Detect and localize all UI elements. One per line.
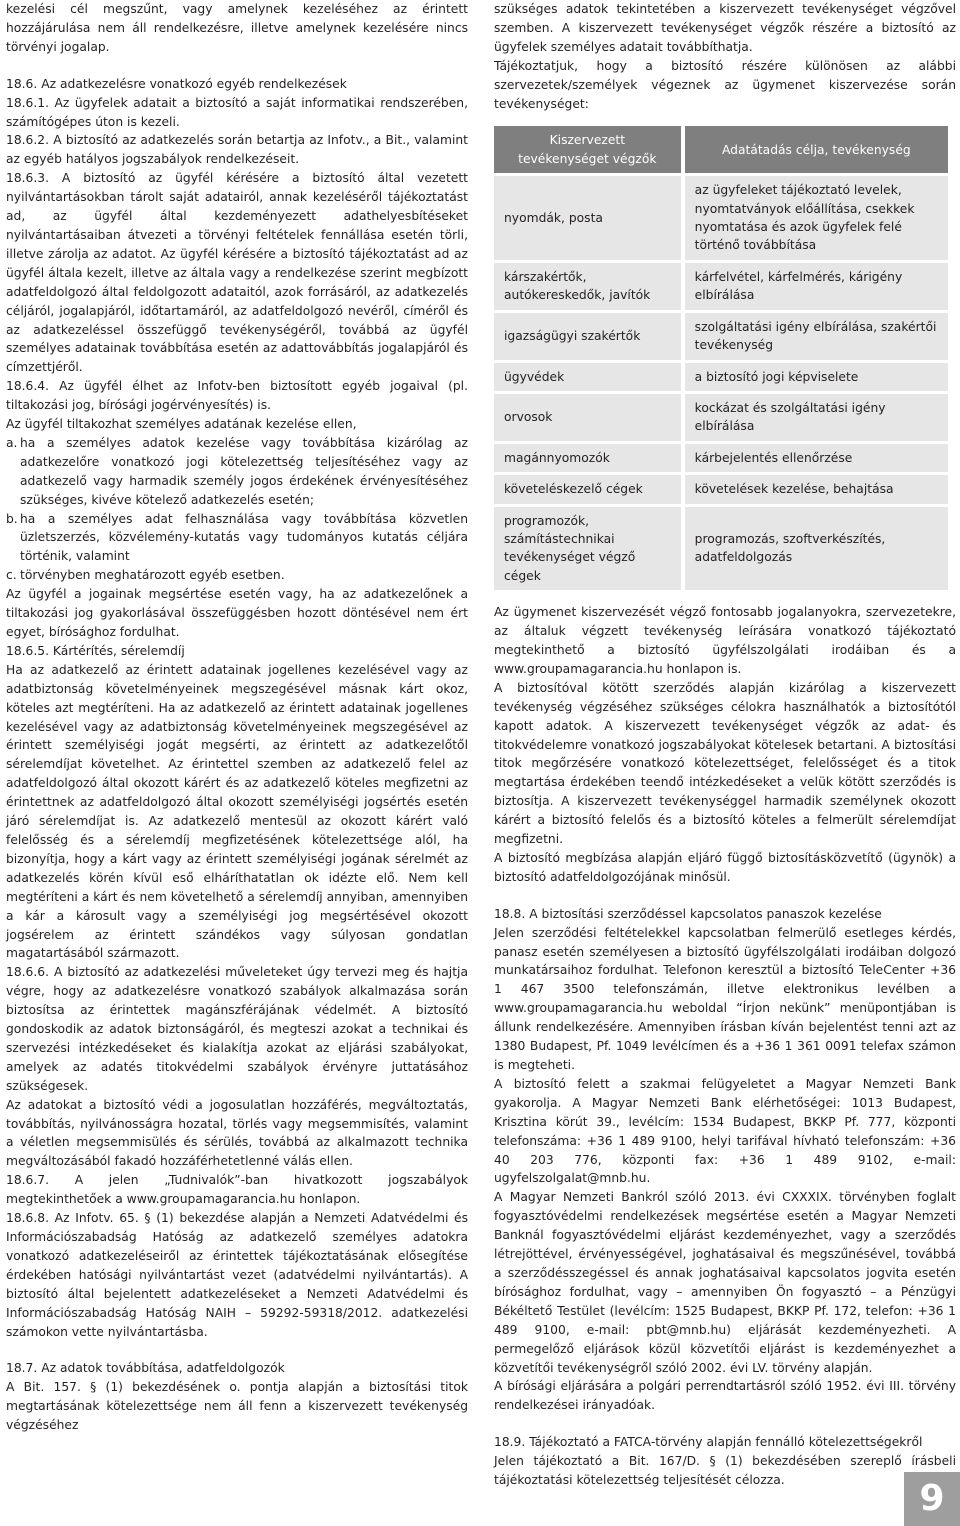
paragraph: Az ügyfél tiltakozhat személyes adatának kezelése ellen, bbox=[6, 417, 357, 432]
paragraph: Ha az adatkezelő az érintett adatainak jogellenes kezelésével vagy az adatbiztonság követelményeinek megszegésével másnak kárt okoz, köteles azt megtéríteni. Ha az adatkezelő az érintett adatainak jogellenes kezelésével vagy az adatbiztonság követelményeinek megszegésével az érintett személyiségi jogát megsérti, az érintett az adatkezelőtől sérelemdíjat követelhet. Az érintettel szemben az adatkezelő felel az adatfeldolgozó által okozott kárért és az adatkezelő köteles megfizetni az érintettnek az adatfeldolgozó által okozott személyiségi jogsértés esetén járó sérelemdíjat is. Az adatkezelő mentesül az okozott kárért való felelősség és a sérelemdíj megfizetésének kötelezettsége alól, ha bizonyítja, hogy a kárt vagy az érintett személyiségi jogának sérelmét az adatkezelés körén kívül eső elháríthatatlan ok idézte elő. Nem kell megtéríteni a kárt és nem követelhető a sérelemdíj annyiban, amennyiben a kár a károsult vagy a személyiségi jog megsértésével okozott jogsérelem az érintett szándékos vagy súlyosan gondatlan magatartásából származott. bbox=[6, 662, 468, 961]
table-cell: kárbejelentés ellenőrzése bbox=[685, 444, 948, 472]
list-marker: c. bbox=[6, 568, 17, 583]
table-row bbox=[494, 176, 948, 260]
table-cell: kockázat és szolgáltatási igény elbírálása bbox=[685, 394, 948, 441]
paragraph: A biztosító felett a szakmai felügyeletet a Magyar Nemzeti Bank gyakorolja. A Magyar Nemzeti Bank elérhetőségei: 1013 Budapest, Krisztina körút 39., levélcím: 1534 Budapest, BKKP Pf. 777, központi telefonszáma: +36 1 489 9100, helyi tarifával hívható telefonszám: +36 40 203 776, központi fax: +36 1 489 9102, e-mail: ugyfelszolgalat@mnb.hu. bbox=[494, 1076, 956, 1186]
paragraph: 18.6.3. A biztosító az ügyfél kérésére a biztosító által vezetett nyilvántartásokban tárolt saját adatairól, annak kezeléséről tájékoztatást ad, az ügyfél által kezdeményezett adathelyesbítéseket nyilvántartásaiban átvezeti a törvényi feltételek fennállása esetén törli, illetve zárolja az adatot. Az ügyfél kérésére a biztosító tájékoztatást ad az ügyfél általa kezelt, illetve az általa vagy a rendelkezése szerint megbízott adatfeldolgozó által feldolgozott adataitól, azok forrásáról, az adatkezelés céljáról, jogalapjáról, időtartamáról, az adatfeldolgozó nevéről, címéről és az adatkezeléssel összefüggő tevékenységéről, továbbá az ügyfél személyes adatainak továbbítása esetén az adattovábbítás jogalapjáról és címzettjéről. bbox=[6, 171, 468, 375]
table-cell: orvosok bbox=[494, 394, 681, 441]
outsourcing-table bbox=[490, 123, 952, 593]
table-cell: programozás, szoftverkészítés, adatfeldolgozás bbox=[685, 507, 948, 591]
paragraph: kezelési cél megszűnt, vagy amelynek kezeléséhez az érintett hozzájárulása nem áll rendelkezésre, illetve amelynek kezelésére nincs törvényi jogalap. bbox=[6, 2, 468, 54]
paragraph: 18.6.6. A biztosító az adatkezelési műveleteket úgy tervezi meg és hajtja végre, hogy az adatkezelésre vonatkozó szabályok alkalmazása során biztosítsa az érintettek magánszférájának védelmét. A biztosító gondoskodik az adatok biztonságáról, és megteszi azokat a technikai és szervezési intézkedéseket és kialakítja azokat az eljárási szabályokat, amelyek az adatés titokvédelmi szabályok érvényre juttatásához szükségesek. bbox=[6, 965, 468, 1093]
table-cell: magánnyomozók bbox=[494, 444, 681, 472]
table-cell: az ügyfeleket tájékoztató levelek, nyomtatványok előállítása, csekkek nyomtatása és azok ügyfelek felé történő továbbítása bbox=[685, 176, 948, 260]
column-header: Kiszervezett tevékenységet végzők bbox=[494, 126, 681, 173]
section-heading: 18.6. Az adatkezelésre vonatkozó egyéb rendelkezések bbox=[6, 76, 347, 91]
table-cell: szolgáltatási igény elbírálása, szakértői tevékenység bbox=[685, 313, 948, 360]
section-heading: 18.8. A biztosítási szerződéssel kapcsolatos panaszok kezelése bbox=[494, 906, 882, 921]
list-item bbox=[6, 566, 468, 585]
paragraph: A Magyar Nemzeti Bankról szóló 2013. évi CXXXIX. törvényben foglalt fogyasztóvédelmi rendelkezések megsértése esetén a Magyar Nemzeti Banknál fogyasztóvédelmi eljárást kezdeményezhet, vagy a szerződés létrejöttével, érvényességével, joghatásaival és megszűnésével, továbbá a szerződésszegéssel és annak joghatásaival kapcsolatos jogvita esetén bírósághoz fordulhat, vagy – amennyiben Ön fogyasztó – a Pénzügyi Békéltető Testület (levélcím: 1525 Budapest, BKKP Pf. 172, telefon: +36 1 489 9100, e-mail: pbt@mnb.hu) eljárását kezdeményezheti. A permegelőző eljárások közül közvetítői eljárást is kezdeményezhet a közvetítői tevékenységről szóló 2002. évi LV. törvény alapján. bbox=[494, 1190, 956, 1375]
list-item bbox=[6, 510, 468, 567]
table-cell: követeléskezelő cégek bbox=[494, 475, 681, 503]
paragraph: Jelen szerződési feltételekkel kapcsolatban felmerülő esetleges kérdés, panasz esetén személyesen a biztosító ügyfélszolgálati irodáiban dolgozó munkatársaihoz fordulhat. Telefonon keresztül a biztosító TeleCenter +36 1 467 3500 telefonszámán, illetve elektronikus levélben a www.groupamagarancia.hu weboldal “Írjon nekünk” menüpontjában is állunk rendelkezésére. Amennyiben írásban kíván bejelentést tenni azt az 1380 Budapest, Pf. 1049 levélcímen és a +36 1 361 0091 telefax számon is megteheti. bbox=[494, 925, 956, 1072]
list-item bbox=[6, 434, 468, 510]
table-row bbox=[494, 475, 948, 503]
paragraph: 18.6.1. Az ügyfelek adatait a biztosító a saját informatikai rendszerében, számítógépes úton is kezeli. bbox=[6, 95, 468, 129]
paragraph: A Bit. 157. § (1) bekezdésének o. pontja alapján a biztosítási titok megtartásának kötelezettsége nem áll fenn a kiszervezett tevékenység végzéséhez bbox=[6, 1380, 468, 1433]
table-cell: nyomdák, posta bbox=[494, 176, 681, 260]
table-row bbox=[494, 263, 948, 310]
paragraph: 18.6.2. A biztosító az adatkezelés során betartja az Infotv., a Bit., valamint az egyéb hatályos jogszabályok rendelkezéseit. bbox=[6, 133, 468, 167]
table-cell: kárszakértők, autókereskedők, javítók bbox=[494, 263, 681, 310]
paragraph: Az ügyfél a jogainak megsértése esetén vagy, ha az adatkezelőnek a tiltakozási jog gyakorlásával összefüggésben hozott döntésével nem ért egyet, bírósághoz fordulhat. bbox=[6, 587, 468, 639]
column-header: Adatátadás célja, tevékenység bbox=[685, 126, 948, 173]
paragraph: Jelen tájékoztató a Bit. 167/D. § (1) bekezdésében szereplő írásbeli tájékoztatási kötelezettség teljesítését célozza. bbox=[494, 1454, 956, 1488]
table-header-row bbox=[494, 126, 948, 173]
table-cell: programozók, számítástechnikai tevékenységet végző cégek bbox=[494, 507, 681, 591]
table-row bbox=[494, 444, 948, 472]
right-column bbox=[494, 0, 956, 1490]
left-column bbox=[6, 0, 468, 1435]
section-heading: 18.6.5. Kártérítés, sérelemdíj bbox=[6, 643, 185, 658]
paragraph: Az ügymenet kiszervezését végző fontosabb jogalanyokra, szervezetekre, az általuk végzett tevékenység leírására vonatkozó tájékoztató megtekinthető a biztosító ügyfélszolgálati irodáiban és a www.groupamagarancia.hu honlapon is. bbox=[494, 605, 956, 676]
list-marker: b. bbox=[6, 511, 18, 526]
paragraph: A bírósági eljárására a polgári perrendtartásról szóló 1952. évi III. törvény rendelkezései irányadóak. bbox=[494, 1379, 956, 1413]
table-row bbox=[494, 313, 948, 360]
table-cell: kárfelvétel, kárfelmérés, kárigény elbírálása bbox=[685, 263, 948, 310]
table-cell: igazságügyi szakértők bbox=[494, 313, 681, 360]
paragraph: 18.6.8. Az Infotv. 65. § (1) bekezdése alapján a Nemzeti Adatvédelmi és Információszabadság Hatóság az adatkezelő személyes adatokra vonatkozó adatkezeléseiről az érintettek tájékoztatásának elősegítése érdekében hatósági nyilvántartást vezet (adatvédelmi nyilvántartás). A biztosító által bejelentett adatkezeléseket a Nemzeti Adatvédelmi és Információszabadság Hatóság NAIH – 59292-59318/2012. adatkezelési számokon vette nyilvántartásba. bbox=[6, 1211, 468, 1339]
paragraph: Az adatokat a biztosító védi a jogosulatlan hozzáférés, megváltoztatás, továbbítás, nyilvánosságra hozatal, törlés vagy megsemmisítés, valamint a véletlen megsemmisülés és sérülés, továbbá az alkalmazott technika megváltozásából fakadó hozzáférhetetlenné válás ellen. bbox=[6, 1097, 468, 1169]
list-text: ha a személyes adat felhasználása vagy továbbítása közvetlen üzletszerzés, közvélemény-kutatás vagy tudományos kutatás céljára történik, valamint bbox=[20, 511, 468, 564]
table-row bbox=[494, 507, 948, 591]
paragraph: A biztosítóval kötött szerződés alapján kizárólag a kiszervezett tevékenység végzéséhez szükséges célokra használhatók a biztosítótól kapott adatok. A kiszervezett tevékenységet végzők az adat- és titokvédelemre vonatkozó jogszabályokat kötelesek betartani. A biztosítási titok megőrzésére vonatkozó kötelezettséget, felelősséget és a titok megtartása érdekében teendő intézkedéseket a velük kötött szerződés is biztosítja. A kiszervezett tevékenységgel harmadik személynek okozott kárért a biztosító felelős és a biztosító köteles a felmerült sérelemdíjat megfizetni. bbox=[494, 680, 956, 847]
section-heading: 18.7. Az adatok továbbítása, adatfeldolgozók bbox=[6, 1361, 285, 1376]
paragraph: 18.6.7. A jelen „Tudnivalók”-ban hivatkozott jogszabályok megtekinthetőek a www.groupamagarancia.hu honlapon. bbox=[6, 1173, 468, 1207]
paragraph: szükséges adatok tekintetében a kiszervezett tevékenységet végzővel szemben. A kiszervezett tevékenységet végzők részére a biztosító az ügyfelek személyes adatait továbbíthatja. bbox=[494, 2, 956, 54]
table-cell: ügyvédek bbox=[494, 363, 681, 391]
table-cell: a biztosító jogi képviselete bbox=[685, 363, 948, 391]
paragraph: Tájékoztatjuk, hogy a biztosító részére különösen az alábbi szervezetek/személyek végeznek az ügymenet kiszervezése során tevékenységet: bbox=[494, 58, 956, 111]
list-text: törvényben meghatározott egyéb esetben. bbox=[20, 568, 285, 583]
page-number: 9 bbox=[904, 1472, 960, 1526]
list-text: ha a személyes adatok kezelése vagy továbbítása kizárólag az adatkezelőre vonatkozó jogi kötelezettség teljesítéséhez vagy az adatkezelő vagy harmadik személy jogos érdekének érvényesítéséhez szükséges, kivéve kötelező adatkezelés esetén; bbox=[20, 435, 468, 507]
paragraph: A biztosító megbízása alapján eljáró függő biztosításközvetítő (ügynök) a biztosító adatfeldolgozójának minősül. bbox=[494, 850, 956, 884]
table-cell: követelések kezelése, behajtása bbox=[685, 475, 948, 503]
section-heading: 18.9. Tájékoztató a FATCA-törvény alapján fennálló kötelezettségekről bbox=[494, 1435, 923, 1450]
section-heading: 18.6.4. Az ügyfél élhet az Infotv-ben biztosított egyéb jogaival (pl. tiltakozási jog, bírósági jogérvényesítés) is. bbox=[6, 379, 468, 413]
table-row bbox=[494, 394, 948, 441]
list-marker: a. bbox=[6, 435, 18, 450]
table-row bbox=[494, 363, 948, 391]
